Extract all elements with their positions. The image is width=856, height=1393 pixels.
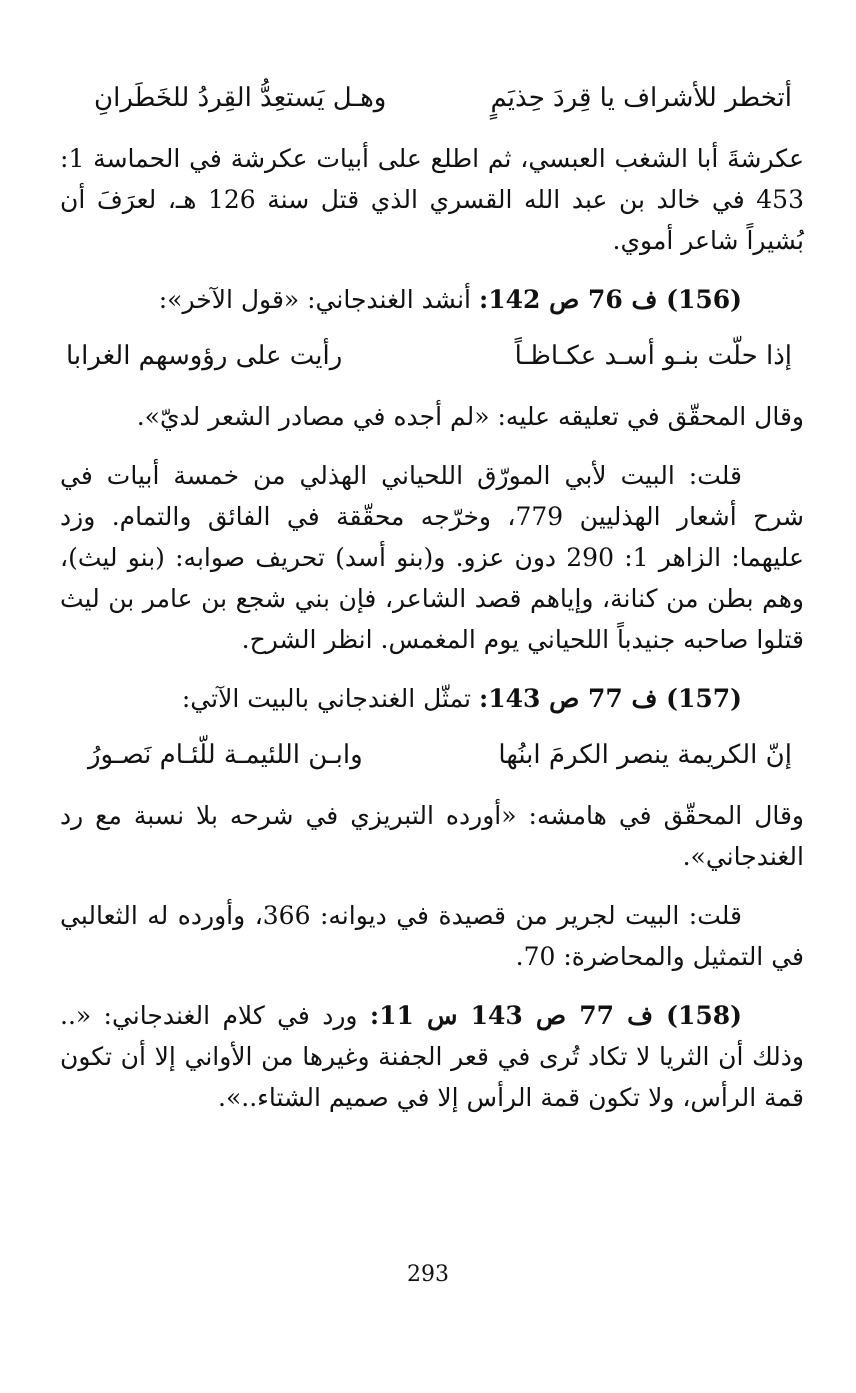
- verse-line-2: [60, 334, 804, 378]
- entry-156-heading: (156) ف 76 ص 142:: [478, 285, 742, 314]
- page-number: 293: [407, 1262, 449, 1287]
- paragraph-5: قلت: البيت لجرير من قصيدة في ديوانه: 366، وأورده له الثعالبي في التمثيل والمحاضرة: 70.: [60, 901, 804, 971]
- entry-158-text: ورد في كلام الغندجاني: «.. وذلك أن الثريا لا تكاد تُرى في قعر الجفنة وغيرها من الأواني إلا أن تكون قمة الرأس، ولا تكون قمة الرأس إلا في صميم الشتاء..».: [60, 1001, 804, 1112]
- paragraph-3: قلت: البيت لأبي المورّق اللحياني الهذلي من خمسة أبيات في شرح أشعار الهذليين 779، وخرّجه محقّقة في الفائق والتمام. وزد عليهما: الزاهر 1: 290 دون عزو. و(بنو أسد) تحريف صوابه: (بنو ليث)، وهم بطن من كنانة، وإياهم قصد الشاعر، فإن بني شجع بن عامر بن ليث قتلوا صاحبه جنيدباً اللحياني يوم المغمس. انظر الشرح.: [60, 461, 805, 654]
- entry-157-text: تمثّل الغندجاني بالبيت الآتي:: [181, 684, 471, 713]
- verse-line-1: [60, 76, 804, 120]
- paragraph-2: وقال المحقّق في تعليقه عليه: «لم أجده في مصادر الشعر لديّ».: [136, 402, 804, 431]
- verse-hemistich-first: إنّ الكريمة ينصر الكرمَ ابنُها: [498, 740, 792, 770]
- entry-156-text: أنشد الغندجاني: «قول الآخر»:: [158, 285, 471, 314]
- entry-157: [60, 678, 804, 719]
- verse-line-3: [60, 733, 804, 777]
- paragraph-1: عكرشةَ أبا الشغب العبسي، ثم اطلع على أبيات عكرشة في الحماسة 1: 453 في خالد بن عبد الله القسري الذي قتل سنة 126 هـ، لعرَفَ أن بُشيراً شاعر أموي.: [60, 144, 804, 255]
- verse-hemistich-first: إذا حلّت بنـو أسـد عكـاظـاً: [514, 341, 792, 371]
- entry-158: [60, 995, 804, 1118]
- entry-158-heading: (158) ف 77 ص 143 س 11:: [369, 1001, 742, 1030]
- verse-hemistich-second: وهـل يَستعِدُّ القِردُ للخَطَرانِ: [94, 83, 387, 113]
- entry-157-heading: (157) ف 77 ص 143:: [478, 684, 742, 713]
- paragraph-4: وقال المحقّق في هامشه: «أورده التبريزي في شرحه بلا نسبة مع رد الغندجاني».: [60, 801, 804, 871]
- verse-hemistich-second: رأيت على رؤوسهم الغرابا: [66, 341, 343, 371]
- verse-hemistich-second: وابـن اللئيمـة للّئـام نَصـورُ: [88, 740, 363, 770]
- verse-hemistich-first: أتخطر للأشراف يا قِردَ حِذيَمٍ: [490, 83, 792, 113]
- entry-156: [60, 279, 804, 320]
